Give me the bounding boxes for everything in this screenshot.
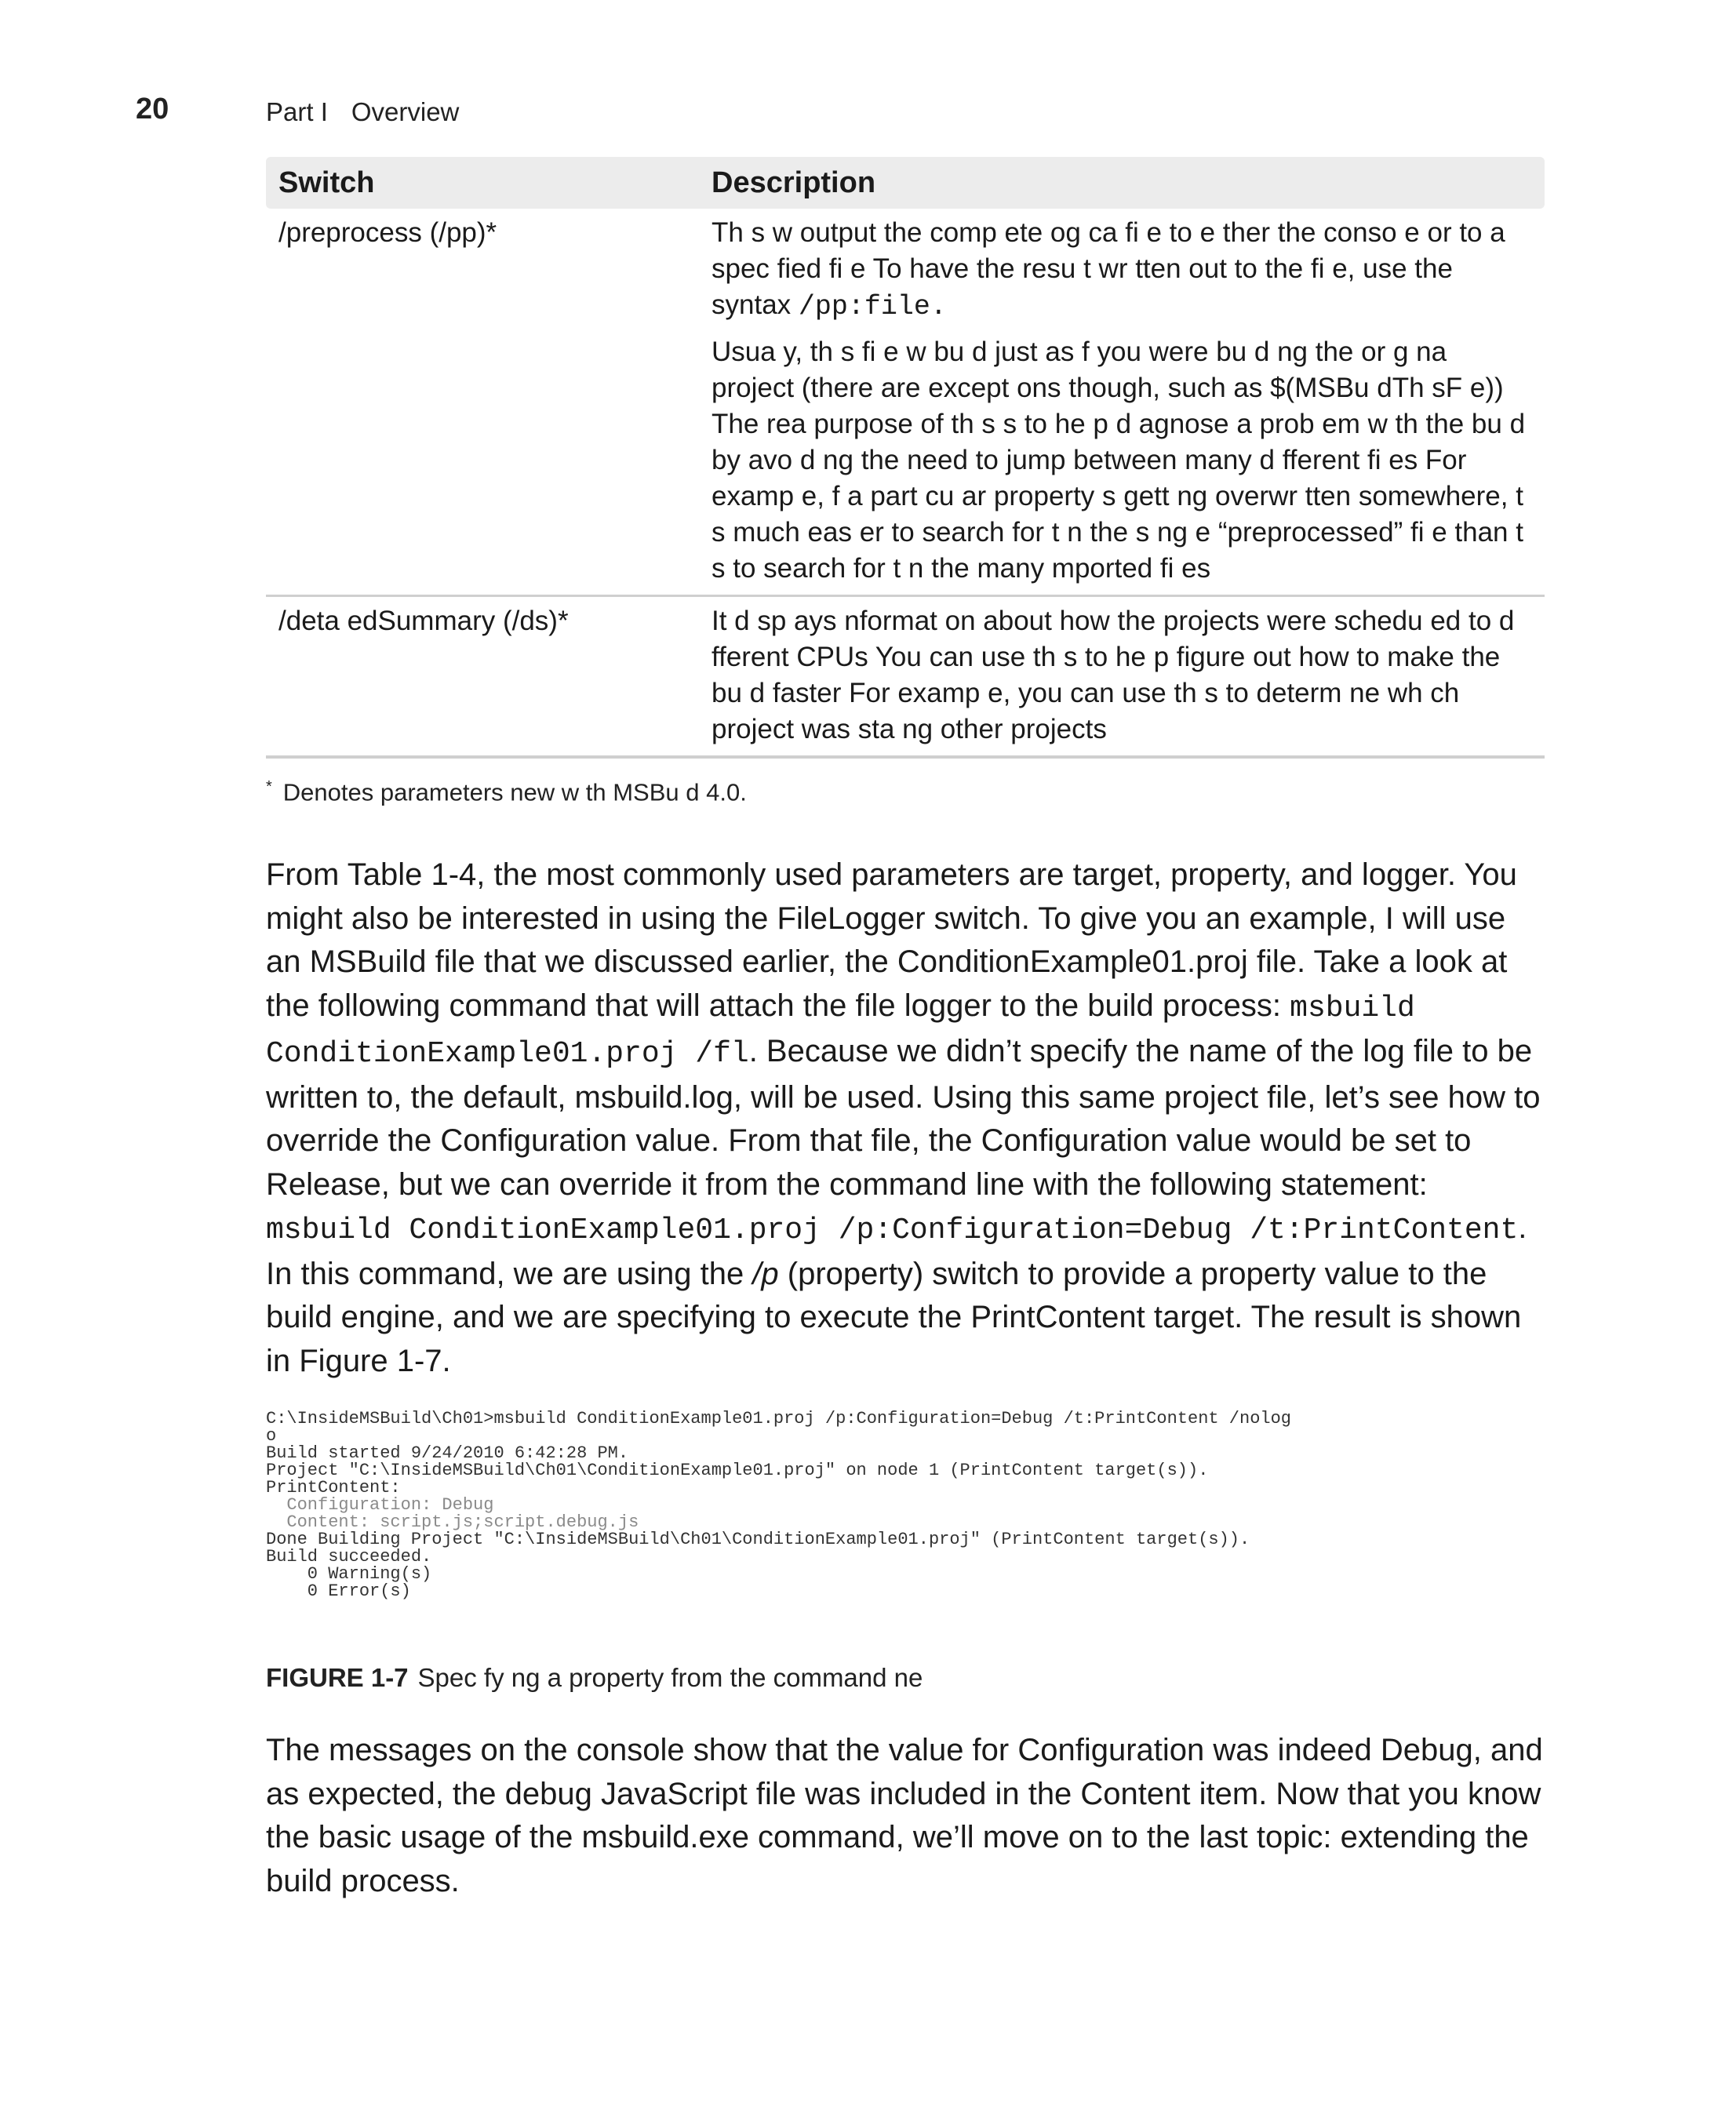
table-row [266, 596, 1545, 758]
paragraph-text: (property) switch to provide a property value to the build engine, and we are specifying to execute the PrintContent target. The result is shown in Figure 1-7. [266, 1256, 1522, 1378]
body-paragraph: The messages on the console show that the value for Configuration was indeed Debug, and as expected, the debug JavaScript file was included in the Content item. Now that you know the basic usage of the msbuild.exe command, we’ll move on to the last topic: extending the build process. [266, 1733, 1543, 1898]
footnote-mark: * [266, 778, 272, 795]
paragraph-text: From Table 1-4, the most commonly used parameters are target, property, and logger. You might also be interested in using the FileLogger switch. To give you an example, I will use an MSBuild file that we discussed earlier, the ConditionExample01.proj file. Take a look at the following command that will attach the file logger to the build process: [266, 857, 1517, 1023]
table-footnote [266, 778, 747, 806]
description-cell [699, 209, 1545, 596]
syntax-code: /pp:file. [798, 291, 947, 322]
console-line: Configuration: Debug [266, 1495, 494, 1515]
figure-caption-text: Spec fy ng a property from the command ne [417, 1663, 923, 1692]
description-paragraph: Usua y, th s fi e w bu d just as f you were bu d ng the or g na project (there are except ons though, such as $(MSBu dTh sF e)) The rea purpose of th s s to he p d agnose a prob em w th the bu d by avo d ng the need to jump between many d fferent fi es For examp e, f a part cu ar property s gett ng overwr tten somewhere, t s much eas er to search for t n the s ng e “preprocessed” fi e than t s to search for t n the many mported fi es [712, 337, 1526, 584]
page-number: 20 [136, 93, 169, 126]
inline-code: msbuild ConditionExample01.proj /fl [266, 991, 1415, 1071]
switch-cell: /deta edSummary (/ds)* [278, 606, 569, 636]
table-header-row [266, 157, 1545, 209]
description-cell [699, 596, 1545, 758]
console-line: Build started 9/24/2010 6:42:28 PM. [266, 1443, 629, 1463]
console-line: o [266, 1426, 277, 1446]
section-title: Overview [351, 97, 460, 126]
body-paragraph [266, 853, 1549, 1383]
inline-code: msbuild ConditionExample01.proj /p:Configuration=Debug /t:PrintContent [266, 1214, 1519, 1247]
header-description: Description [699, 157, 1545, 209]
paragraph-text: . Because we didn’t specify the name of the log file to be written to, the default, msbuild.log, will be used. Using this same project file, let’s see how to override the Configuration value. From that file, the Configuration value would be set to Release, but we can override it from the command line with the following statement: [266, 1034, 1541, 1202]
part-label: Part I [266, 97, 328, 126]
description-text: Th s w output the comp ete og ca fi e to e ther the conso e or to a spec fied fi e To have the resu t wr tten out to the fi e, use the syntax [712, 217, 1505, 320]
italic-switch: /p [752, 1256, 779, 1291]
console-line: 0 Error(s) [266, 1581, 411, 1601]
console-line: Build succeeded. [266, 1547, 432, 1567]
console-line: Content: script.js;script.debug.js [266, 1512, 639, 1532]
figure-caption [266, 1663, 923, 1693]
console-line: C:\InsideMSBuild\Ch01>msbuild ConditionExample01.proj /p:Configuration=Debug /t:PrintContent /nolog [266, 1409, 1292, 1428]
description-paragraph [712, 215, 1532, 325]
paragraph-text: . In this command, we are using the [266, 1210, 1527, 1291]
switch-table [266, 157, 1545, 759]
header-switch: Switch [266, 157, 699, 209]
switch-cell: /preprocess (/pp)* [278, 217, 497, 248]
console-line: PrintContent: [266, 1478, 401, 1498]
table-row [266, 209, 1545, 596]
figure-label: FIGURE 1-7 [266, 1663, 409, 1692]
description-paragraph: It d sp ays nformat on about how the projects were schedu ed to d fferent CPUs You can use th s to he p figure out how to make the bu d faster For examp e, you can use th s to determ ne wh ch project was sta ng other projects [712, 606, 1515, 744]
console-output [266, 1410, 1552, 1600]
console-line: Done Building Project "C:\InsideMSBuild\Ch01\ConditionExample01.proj" (PrintContent target(s)). [266, 1530, 1250, 1549]
running-head [266, 97, 459, 127]
console-line: 0 Warning(s) [266, 1564, 432, 1584]
console-line: Project "C:\InsideMSBuild\Ch01\ConditionExample01.proj" on node 1 (PrintContent target(s)). [266, 1461, 1209, 1480]
footnote-text: Denotes parameters new w th MSBu d 4.0. [282, 778, 747, 806]
